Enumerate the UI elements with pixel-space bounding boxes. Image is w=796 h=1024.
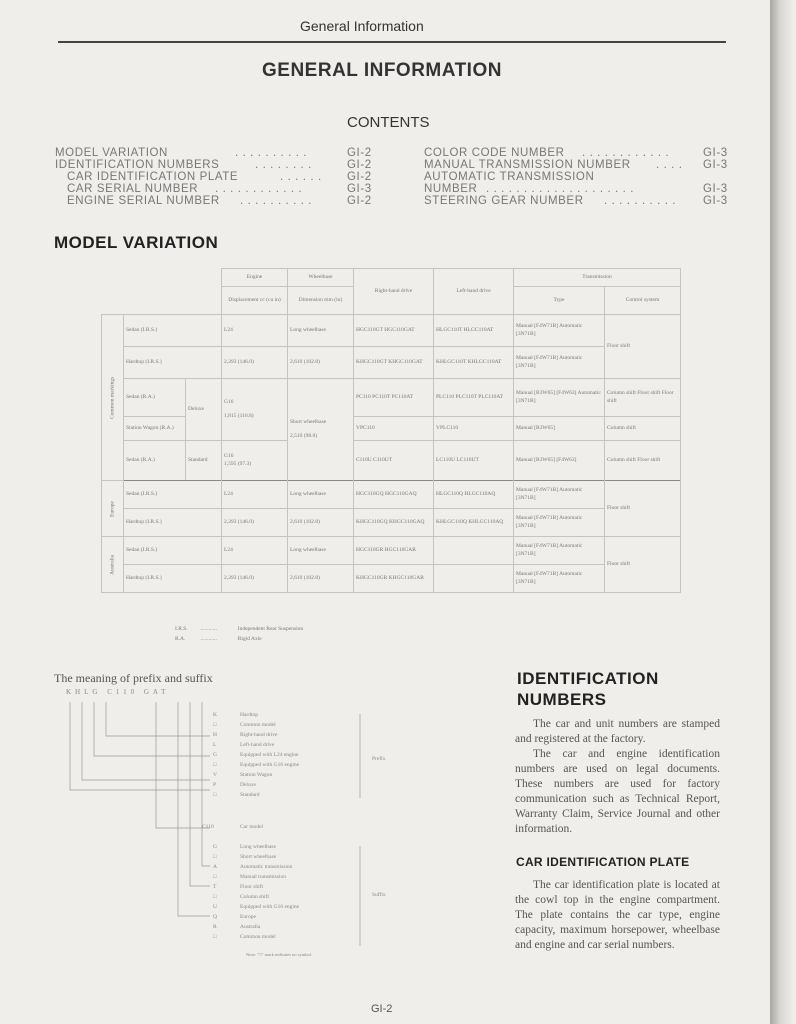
model-variation-table [101,268,681,593]
model-code-example: KHLG C110 GAT [66,688,170,696]
code-symbol: □ [213,934,217,940]
toc-left [55,147,375,207]
code-symbol: L [213,742,217,748]
toc-item[interactable]: CAR IDENTIFICATION PLATE . . . . . . GI-2 [67,171,372,183]
table-row: Station Wagon (R.A.) VPC110 VPLC110 Manual [R3W65] Column shift [102,417,681,441]
col-control-header: Control system [605,287,681,315]
code-meaning: Manual transmission [240,874,286,880]
code-meaning: Column shift [240,894,269,900]
model-label: Car model [240,824,264,830]
code-symbol: □ [213,722,217,728]
col-engine-sub: Displacement cc (cu in) [222,287,288,315]
code-meaning: Equipped with L24 engine [240,752,299,758]
paragraph: The car and engine identification numbers are used on legal documents. These numbers are used for factory communication such as Technical Report, Warranty Claim, Service Journal and other information. [515,748,720,835]
page-edge-shadow [770,0,796,1024]
table-row: Sedan (R.A.) Deluxe G16 1,815 (110.8) Short wheelbase 2,510 (98.8) PC110 PC110T PC110AT PLC110 PLC110T PLC110AT Manual [R3W65] [F4W63] Automatic [3N71B] Column shift Floor shift Floor shift [102,379,681,417]
code-meaning: Standard [240,792,260,798]
contents-title: CONTENTS [347,114,430,131]
running-header: General Information [300,18,424,34]
table-row: Hardtop (I.R.S.) 2,393 (146.0) 2,610 (102.8) KHGC110GR KHGC110GAR Manual [F4W71B] Automatic [3N71B] [102,565,681,593]
code-symbol: H [213,732,217,738]
group-label: Australia [102,537,124,593]
code-symbol: □ [213,894,217,900]
page-number: GI-2 [371,1003,393,1015]
code-symbol: □ [213,874,217,880]
col-lhd-header: Left-hand drive [434,269,514,315]
identification-text [515,717,720,837]
table-row: Hardtop (I.R.S.) 2,393 (146.0) 2,610 (102.8) KHGC110GT KHGC110GAT KHLGC110T KHLGC110AT Manual [F4W71B] Automatic [3N71B] [102,347,681,379]
code-symbol: G [213,752,217,758]
code-meaning: Floor shift [240,884,264,890]
code-meaning: Hardtop [240,712,259,718]
car-identification-plate-heading: CAR IDENTIFICATION PLATE [516,855,690,869]
suffix-label: Suffix [372,892,386,898]
code-meaning: Right-hand drive [240,732,278,738]
code-symbol: Q [213,914,217,920]
model-code: C110 [202,824,214,830]
code-symbol: A [213,864,217,870]
code-symbol: K [213,712,217,718]
col-type-header: Type [514,287,605,315]
code-meaning: Automatic transmission [240,864,293,870]
code-meaning: Common model [240,722,276,728]
toc-item[interactable]: COLOR CODE NUMBER . . . . . . . . . . . . GI-3 [424,147,728,159]
table-row: Sedan (R.A.) Standard G16 1,595 (97.3) C110U C110UT LC110U LC110UT Manual [R3W65] [F4W63] Column shift Floor shift [102,441,681,481]
code-symbol: G [213,844,217,850]
code-meaning: Europe [240,914,256,920]
toc-item[interactable]: STEERING GEAR NUMBER . . . . . . . . . . GI-3 [424,195,728,207]
table-row: Hardtop (I.R.S.) 2,393 (146.0) 2,610 (102.8) KHGC110GQ KHGC110GAQ KHLGC110Q KHLGC110AQ Manual [F4W71B] Automatic [3N71B] [102,509,681,537]
group-label: Europe [102,481,124,537]
code-symbol: R [213,924,217,930]
paragraph: The car identification plate is located at the cowl top in the engine compartment. The plate contains the car type, engine capacity, maximum horsepower, wheelbase and engine and car serial numbers. [515,879,720,951]
code-meaning: Long wheelbase [240,844,276,850]
table-legend: I.R.S. ............ Independent Rear Suspension R.A. ............ Rigid Axle [175,626,304,642]
header-rule [58,41,726,43]
code-symbol: □ [213,762,217,768]
page-title: GENERAL INFORMATION [262,60,502,81]
table-row: Europe Sedan (I.R.S.) L24 Long wheelbase HGC110GQ HGC110GAQ HLGC110Q HLGC110AQ Manual [F4W71B] Automatic [3N71B] Floor shift [102,481,681,509]
table-row: Australia Sedan (I.R.S.) L24 Long wheelbase HGC110GR HGC110GAR Manual [F4W71B] Automatic [3N71B] Floor shift [102,537,681,565]
toc-item[interactable]: NUMBER . . . . . . . . . . . . . . . . . . . . GI-3 [424,183,728,195]
toc-item[interactable]: MODEL VARIATION . . . . . . . . . . GI-2 [55,147,372,159]
code-meaning: Deluxe [240,782,256,788]
code-symbol: V [213,772,217,778]
diagram-note: Note: "□" mark indicates no symbol. [246,952,313,957]
code-symbol: □ [213,854,217,860]
code-meaning: Australia [240,924,261,930]
code-symbol: T [213,884,217,890]
col-rhd-header: Right-hand drive [354,269,434,315]
prefix-suffix-title: The meaning of prefix and suffix [54,671,213,685]
group-label: Common markings [102,315,124,481]
toc-item[interactable]: MANUAL TRANSMISSION NUMBER . . . . GI-3 [424,159,728,171]
toc-item[interactable]: IDENTIFICATION NUMBERS . . . . . . . . GI-2 [55,159,372,171]
code-meaning: Short wheelbase [240,854,277,860]
toc-item[interactable]: AUTOMATIC TRANSMISSION [424,171,595,183]
paragraph: The car and unit numbers are stamped and registered at the factory. [515,718,720,745]
code-meaning: Left-hand drive [240,742,275,748]
code-meaning: Equipped with G16 engine [240,762,300,768]
code-symbol: P [213,782,217,788]
code-symbol: U [213,904,217,910]
code-meaning: Station Wagon [240,772,273,778]
col-engine-header: Engine [222,269,288,287]
col-wheelbase-sub: Dimension mm (in) [288,287,354,315]
toc-item[interactable]: CAR SERIAL NUMBER . . . . . . . . . . . . GI-3 [67,183,372,195]
prefix-suffix-diagram [60,696,460,976]
toc-right [424,147,734,207]
identification-heading: IDENTIFICATION NUMBERS [517,669,659,709]
code-symbol: □ [213,792,217,798]
table-row: Common markings Sedan (I.R.S.) L24 Long wheelbase HGC110GT HGC110GAT HLGC110T HLGC110AT Manual [F4W71B] Automatic [3N71B] Floor shift [102,315,681,347]
car-plate-text [515,878,720,953]
col-wheelbase-header: Wheelbase [288,269,354,287]
code-meaning: Common model [240,934,276,940]
model-variation-heading: MODEL VARIATION [54,233,219,252]
toc-item[interactable]: ENGINE SERIAL NUMBER . . . . . . . . . . GI-2 [67,195,372,207]
code-meaning: Equipped with G16 engine [240,904,300,910]
col-transmission-header: Transmission [514,269,681,287]
prefix-label: Prefix [372,756,386,762]
